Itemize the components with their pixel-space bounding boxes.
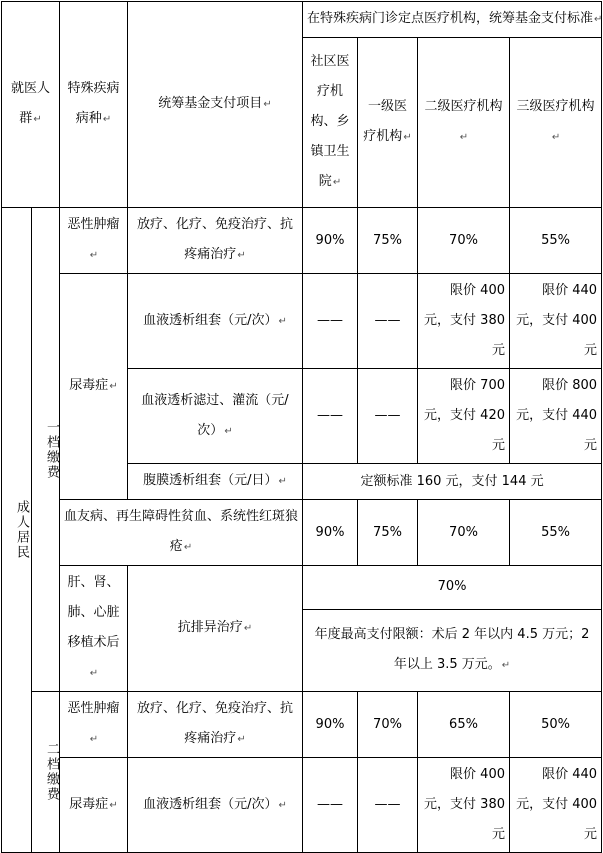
t1-hemo-level2: 70% (418, 500, 510, 566)
t1-uremia-r0-community: —— (303, 274, 358, 369)
t1-hemo-disease: 血友病、再生障碍性贫血、系统性红斑狼疮↵ (60, 500, 303, 566)
t2-cancer-item: 放疗、化疗、免疫治疗、抗疼痛治疗↵ (128, 692, 303, 758)
t1-uremia-r0-level3: 限价 440 元，支付 400 元 (510, 274, 602, 369)
t2-cancer-level1: 70% (358, 692, 418, 758)
t2-uremia-r0-item: 血液透析组套（元/次）↵ (128, 758, 303, 853)
t1-uremia-r1-level2: 限价 700 元，支付 420 元 (418, 369, 510, 464)
t1-cancer-level1: 75% (358, 208, 418, 274)
t1-uremia-r2-item: 腹膜透析组套（元/日）↵ (128, 464, 303, 500)
header-item: 统筹基金支付项目↵ (128, 2, 303, 208)
t1-cancer-disease: 恶性肿瘤↵ (60, 208, 128, 274)
header-top: 在特殊疾病门诊定点医疗机构，统筹基金支付标准↵ (303, 2, 602, 38)
population-label: 成人居民 (14, 500, 29, 560)
header-level1: 一级医疗机构↵ (358, 38, 418, 208)
t2-uremia-r0-community: —— (303, 758, 358, 853)
t1-uremia-r2-merged: 定额标准 160 元，支付 144 元 (303, 464, 602, 500)
t1-uremia-r1-level3: 限价 800 元，支付 440 元 (510, 369, 602, 464)
t1-uremia-r0-item: 血液透析组套（元/次）↵ (128, 274, 303, 369)
t2-uremia-r0-level1: —— (358, 758, 418, 853)
t1-transplant-rate: 70% (303, 566, 602, 610)
t1-transplant-disease: 肝、肾、肺、心脏移植术后↵ (60, 566, 128, 692)
header-disease: 特殊疾病病种↵ (60, 2, 128, 208)
tier1-label: 一档缴费 (44, 419, 59, 480)
t1-cancer-item: 放疗、化疗、免疫治疗、抗疼痛治疗↵ (128, 208, 303, 274)
t1-uremia-r0-level1: —— (358, 274, 418, 369)
t1-cancer-community: 90% (303, 208, 358, 274)
t1-hemo-level3: 55% (510, 500, 602, 566)
header-level3: 三级医疗机构↵ (510, 38, 602, 208)
header-population: 就医人群↵ (2, 2, 60, 208)
t2-cancer-level2: 65% (418, 692, 510, 758)
population-label-cell (2, 208, 32, 853)
t1-cancer-level2: 70% (418, 208, 510, 274)
t1-hemo-level1: 75% (358, 500, 418, 566)
header-level2: 二级医疗机构↵ (418, 38, 510, 208)
t1-uremia-r0-level2: 限价 400 元，支付 380 元 (418, 274, 510, 369)
tier2-label-cell (32, 692, 60, 853)
header-community: 社区医疗机构、乡镇卫生院↵ (303, 38, 358, 208)
t1-uremia-r1-item: 血液透析滤过、灌流（元/次）↵ (128, 369, 303, 464)
t2-cancer-community: 90% (303, 692, 358, 758)
t1-transplant-item: 抗排异治疗↵ (128, 566, 303, 692)
t1-uremia-r1-community: —— (303, 369, 358, 464)
t2-cancer-disease: 恶性肿瘤↵ (60, 692, 128, 758)
t2-uremia-r0-level3: 限价 440 元，支付 400 元 (510, 758, 602, 853)
t1-hemo-community: 90% (303, 500, 358, 566)
tier1-label-cell (32, 208, 60, 692)
t2-uremia-r0-level2: 限价 400 元，支付 380 元 (418, 758, 510, 853)
t1-cancer-level3: 55% (510, 208, 602, 274)
tier2-label: 二档缴费 (44, 742, 59, 802)
t1-uremia-r1-level1: —— (358, 369, 418, 464)
t1-transplant-limit: 年度最高支付限额：术后 2 年以内 4.5 万元；2 年以上 3.5 万元。↵ (303, 609, 602, 691)
t2-cancer-level3: 50% (510, 692, 602, 758)
insurance-payment-table (1, 1, 602, 853)
t1-uremia-disease: 尿毒症↵ (60, 274, 128, 500)
t2-uremia-disease: 尿毒症↵ (60, 758, 128, 853)
